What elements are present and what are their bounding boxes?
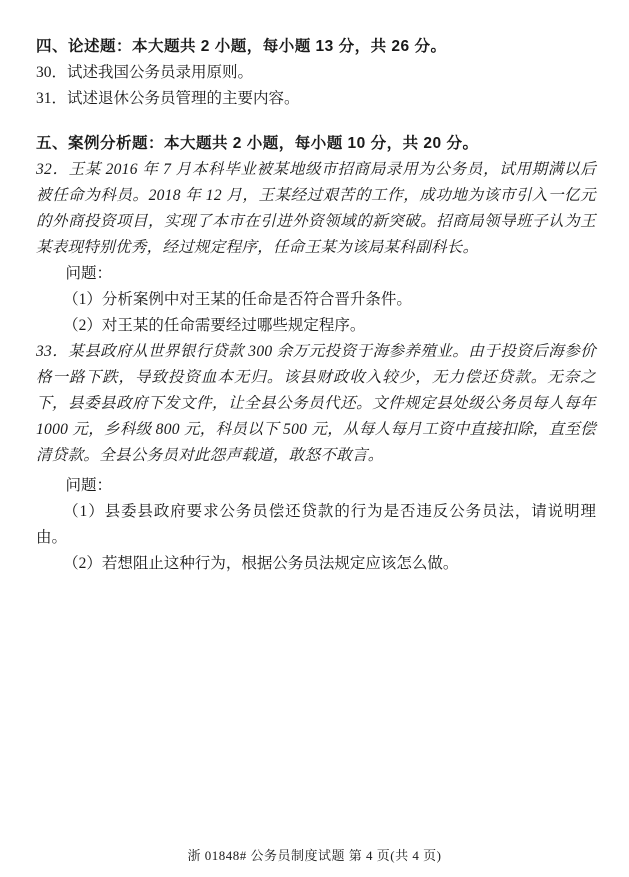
question-31: 31．试述退休公务员管理的主要内容。 (36, 90, 300, 107)
case-section-heading: 五、案例分析题：本大题共 2 小题，每小题 10 分，共 20 分。 (36, 135, 479, 152)
page-footer: 浙 01848# 公务员制度试题 第 4 页(共 4 页) (187, 848, 442, 863)
question-30: 30．试述我国公务员录用原则。 (36, 64, 254, 81)
essay-section-heading: 四、论述题：本大题共 2 小题，每小题 13 分，共 26 分。 (36, 38, 447, 55)
section-essay-questions (36, 34, 596, 112)
case-32-body: 32．王某 2016 年 7 月本科毕业被某地级市招商局录用为公务员，试用期满以后被任命为科员。2018 年 12 月，王某经过艰苦的工作，成功地为该市引入一亿元的外商投资项目，实现了本市在引进外资领域的新突破。招商局领导班子认为王某表现特别优秀，经过规定程序，任命王某为该局某科副科长。 (36, 161, 596, 256)
case-32-subquestion-1: （1）分析案例中对王某的任命是否符合晋升条件。 (63, 291, 412, 308)
case-33-subquestion-1: （1）县委县政府要求公务员偿还贷款的行为是否违反公务员法，请说明理由。 (36, 503, 596, 546)
case-33-body: 33．某县政府从世界银行贷款 300 余万元投资于海参养殖业。由于投资后海参价格一路下跌，导致投资血本无归。该县财政收入较少，无力偿还贷款。无奈之下，县委县政府下发文件，让全县公务员代还。文件规定县处级公务员每人每年 1000 元，乡科级 800 元，科员以下 500 元，从每人每月工资中直接扣除，直至偿清贷款。全县公务员对此怨声载道，敢怒不敢言。 (36, 343, 596, 464)
case-33-subquestion-2: （2）若想阻止这种行为，根据公务员法规定应该怎么做。 (63, 555, 459, 572)
case-32-problems-label: 问题： (65, 265, 112, 282)
section-case-analysis (36, 131, 596, 577)
case-32-subquestion-2: （2）对王某的任命需要经过哪些规定程序。 (63, 317, 366, 334)
case-33-problems-label: 问题： (65, 477, 112, 494)
